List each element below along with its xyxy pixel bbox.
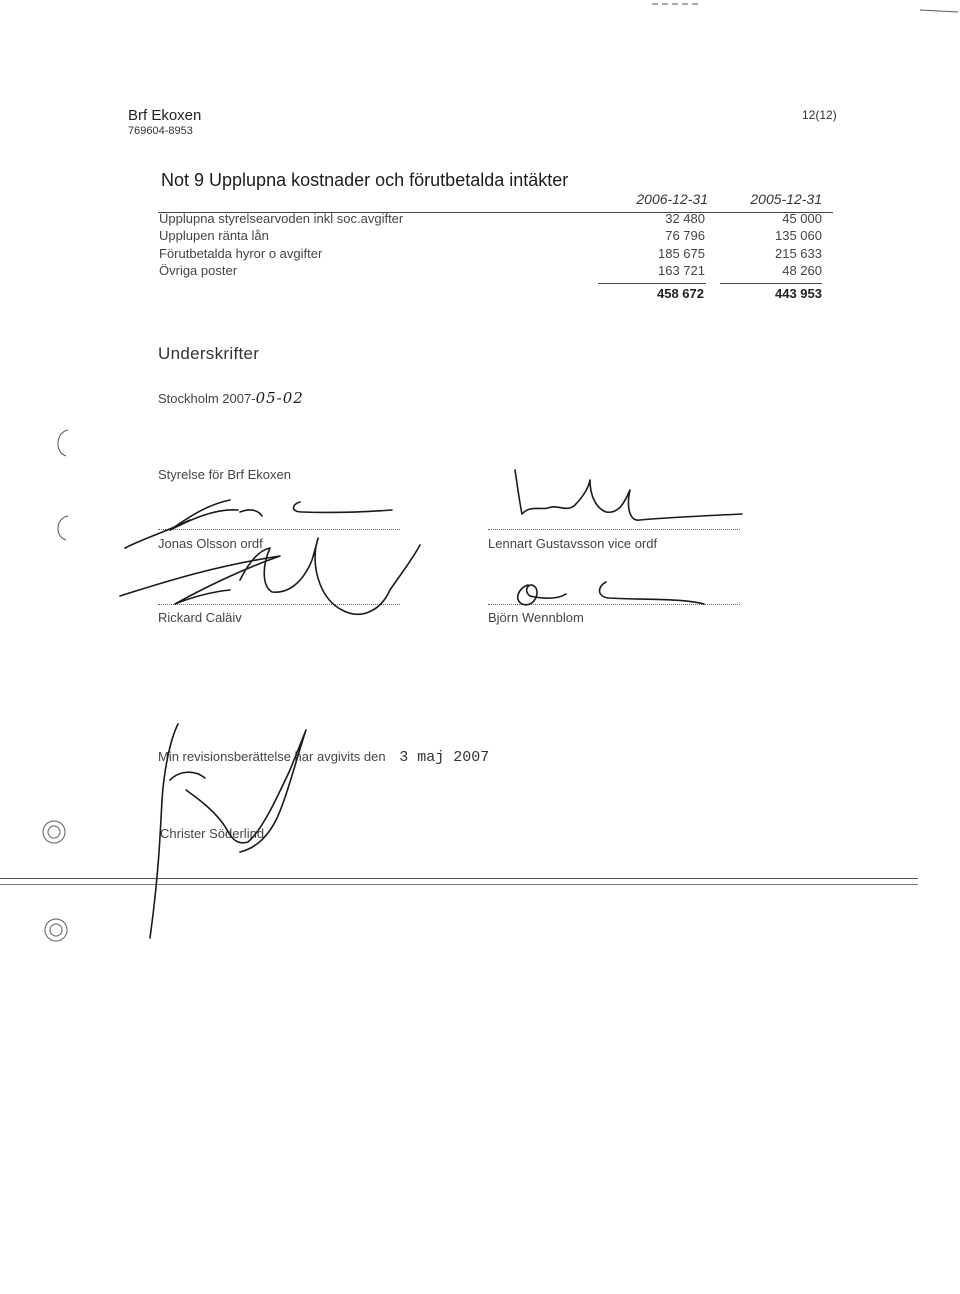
table-cell-2006: 185 675	[658, 246, 705, 261]
binder-holes	[43, 821, 67, 941]
auditor-name: Christer Söderlind	[160, 826, 265, 841]
organization-number: 769604-8953	[128, 125, 193, 137]
table-cell-2006: 76 796	[665, 228, 705, 243]
column-header-2006: 2006-12-31	[636, 191, 708, 207]
auditor-date: 3 maj 2007	[399, 749, 490, 766]
binder-hole-icon	[45, 919, 67, 941]
signatures-title: Underskrifter	[158, 344, 260, 363]
handwritten-date: 05-02	[255, 389, 304, 407]
table-cell-2005: 135 060	[775, 228, 822, 243]
table-cell-2005: 48 260	[782, 263, 822, 278]
signer-name-chair: Jonas Olsson ordf	[158, 536, 263, 551]
binder-hole-icon	[50, 924, 62, 936]
table-cell-2005: 45 000	[782, 211, 822, 226]
note-title: Not 9 Upplupna kostnader och förutbetalda intäkter	[161, 170, 569, 190]
total-2005: 443 953	[775, 286, 822, 301]
punch-hole-mark	[58, 516, 68, 540]
table-row-label: Upplupna styrelsearvoden inkl soc.avgifter	[159, 211, 404, 226]
table-cell-2005: 215 633	[775, 246, 822, 261]
signer-name-member-2: Björn Wennblom	[488, 610, 584, 625]
signature-chair	[170, 500, 392, 530]
table-cell-2006: 32 480	[665, 211, 705, 226]
board-label: Styrelse för Brf Ekoxen	[158, 467, 291, 482]
table-row-label: Förutbetalda hyror o avgifter	[159, 246, 323, 261]
signature-chair-stroke	[125, 520, 190, 548]
place-date-printed: Stockholm 2007-	[158, 391, 256, 406]
page-number: 12(12)	[802, 108, 837, 122]
binder-hole-icon	[48, 826, 60, 838]
table-cell-2006: 163 721	[658, 263, 705, 278]
signer-name-member-1: Rickard Caläiv	[158, 610, 242, 625]
signature-auditor	[150, 724, 306, 938]
scan-edge-mark	[920, 10, 958, 12]
column-header-2005: 2005-12-31	[750, 191, 822, 207]
signature-member-1	[120, 538, 420, 614]
table-row-label: Övriga poster	[159, 263, 238, 278]
organization-name: Brf Ekoxen	[128, 107, 202, 124]
signature-member-2	[518, 582, 704, 605]
binder-hole-icon	[43, 821, 65, 843]
table-row-label: Upplupen ränta lån	[159, 228, 269, 243]
punch-hole-mark	[58, 430, 68, 456]
total-2006: 458 672	[657, 286, 704, 301]
signature-vice-chair	[515, 470, 742, 520]
auditor-statement: Min revisionsberättelse har avgivits den	[158, 749, 386, 764]
signer-name-vice-chair: Lennart Gustavsson vice ordf	[488, 536, 658, 551]
